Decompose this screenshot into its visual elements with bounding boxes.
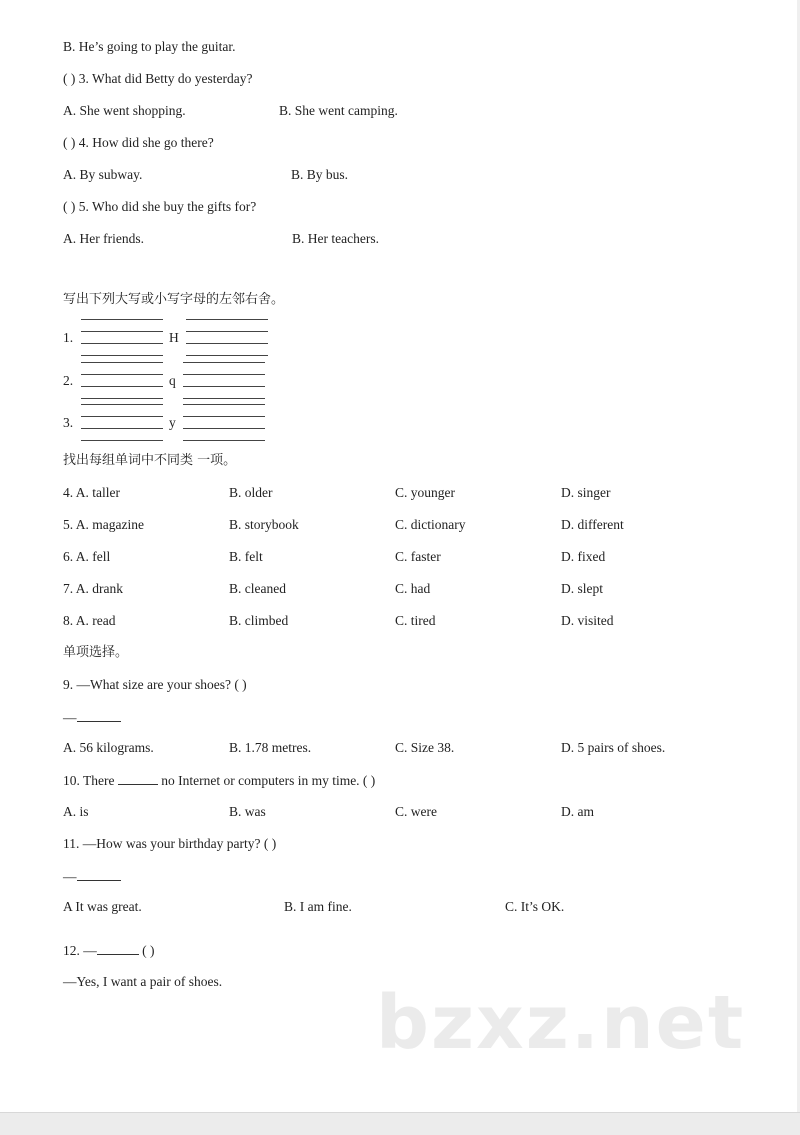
option-c: C. younger — [395, 485, 455, 500]
q12-text-end: ( ) — [138, 943, 155, 958]
answer-line — [81, 428, 163, 429]
q11-option-a: A It was great. — [63, 899, 142, 914]
option-c: C. had — [395, 581, 431, 596]
q10-text-start: 10. There — [63, 773, 118, 788]
answer-line — [81, 319, 163, 320]
given-letter: H — [169, 330, 179, 345]
answer-line — [81, 404, 163, 405]
answer-blank — [118, 772, 158, 785]
q9-option-b: B. 1.78 metres. — [229, 740, 312, 755]
answer-line — [183, 416, 265, 417]
q10-option-c: C. were — [395, 804, 437, 819]
answer-line — [183, 386, 265, 387]
letter-row-number: 3. — [63, 415, 74, 430]
given-letter: y — [169, 415, 176, 430]
q9-option-c: C. Size 38. — [395, 740, 455, 755]
given-letter: q — [169, 373, 176, 388]
answer-blank — [77, 709, 121, 722]
option-a: 4. A. taller — [63, 485, 120, 500]
option-b: B. older — [229, 485, 273, 500]
q12-reply: —Yes, I want a pair of shoes. — [63, 974, 223, 989]
answer-blank — [77, 868, 121, 881]
answer-line — [81, 343, 163, 344]
option-a: 8. A. read — [63, 613, 116, 628]
odd-one-out-instruction: 找出每组单词中不同类 一项。 — [63, 453, 237, 468]
q2-option-b: B. He’s going to play the guitar. — [63, 39, 236, 54]
option-c: C. faster — [395, 549, 441, 564]
option-b: B. felt — [229, 549, 263, 564]
viewer-bottom-bar — [0, 1112, 800, 1135]
answer-line — [186, 319, 268, 320]
answer-line — [81, 331, 163, 332]
answer-line — [81, 386, 163, 387]
option-b: B. climbed — [229, 613, 289, 628]
answer-line — [81, 374, 163, 375]
q9-answer-line — [63, 709, 121, 726]
letter-row-number: 2. — [63, 373, 74, 388]
option-a: 5. A. magazine — [63, 517, 144, 532]
q5-option-a: A. Her friends. — [63, 231, 144, 246]
q10-option-d: D. am — [561, 804, 594, 819]
option-c: C. dictionary — [395, 517, 466, 532]
q10-text-end: no Internet or computers in my time. ( ) — [157, 773, 376, 788]
q11-option-c: C. It’s OK. — [505, 899, 565, 914]
q9-option-d: D. 5 pairs of shoes. — [561, 740, 666, 755]
q4-option-a: A. By subway. — [63, 167, 143, 182]
answer-line — [186, 343, 268, 344]
q5-option-b: B. Her teachers. — [292, 231, 379, 246]
watermark: bzxz.net — [376, 980, 746, 1066]
answer-line — [186, 331, 268, 332]
option-d: D. visited — [561, 613, 614, 628]
answer-line — [81, 440, 163, 441]
question-12 — [63, 942, 155, 959]
answer-line — [81, 398, 163, 399]
question-9: 9. —What size are your shoes? ( ) — [63, 677, 247, 692]
q4-option-b: B. By bus. — [291, 167, 349, 182]
question-11: 11. —How was your birthday party? ( ) — [63, 836, 277, 851]
answer-line — [183, 440, 265, 441]
q3-option-b: B. She went camping. — [279, 103, 398, 118]
q10-option-b: B. was — [229, 804, 266, 819]
answer-line — [183, 362, 265, 363]
answer-line — [183, 374, 265, 375]
option-c: C. tired — [395, 613, 436, 628]
option-d: D. singer — [561, 485, 611, 500]
q11-answer-line — [63, 868, 121, 885]
question-5: ( ) 5. Who did she buy the gifts for? — [63, 199, 257, 214]
q10-option-a: A. is — [63, 804, 89, 819]
answer-line — [183, 404, 265, 405]
option-d: D. slept — [561, 581, 603, 596]
dash: — — [63, 710, 77, 725]
option-d: D. fixed — [561, 549, 606, 564]
option-a: 6. A. fell — [63, 549, 111, 564]
question-3: ( ) 3. What did Betty do yesterday? — [63, 71, 253, 86]
q3-option-a: A. She went shopping. — [63, 103, 186, 118]
answer-line — [81, 416, 163, 417]
option-d: D. different — [561, 517, 624, 532]
q9-option-a: A. 56 kilograms. — [63, 740, 154, 755]
dash: — — [63, 869, 77, 884]
answer-blank — [97, 942, 139, 955]
answer-line — [183, 398, 265, 399]
answer-line — [81, 355, 163, 356]
letter-row-number: 1. — [63, 330, 74, 345]
option-b: B. storybook — [229, 517, 299, 532]
question-10 — [63, 772, 375, 789]
question-4: ( ) 4. How did she go there? — [63, 135, 214, 150]
q11-option-b: B. I am fine. — [284, 899, 352, 914]
option-a: 7. A. drank — [63, 581, 123, 596]
option-b: B. cleaned — [229, 581, 286, 596]
answer-line — [183, 428, 265, 429]
answer-line — [81, 362, 163, 363]
answer-line — [186, 355, 268, 356]
multiple-choice-instruction: 单项选择。 — [63, 645, 129, 660]
q12-text-start: 12. — — [63, 943, 97, 958]
letters-instruction: 写出下列大写或小写字母的左邻右舍。 — [63, 292, 285, 307]
